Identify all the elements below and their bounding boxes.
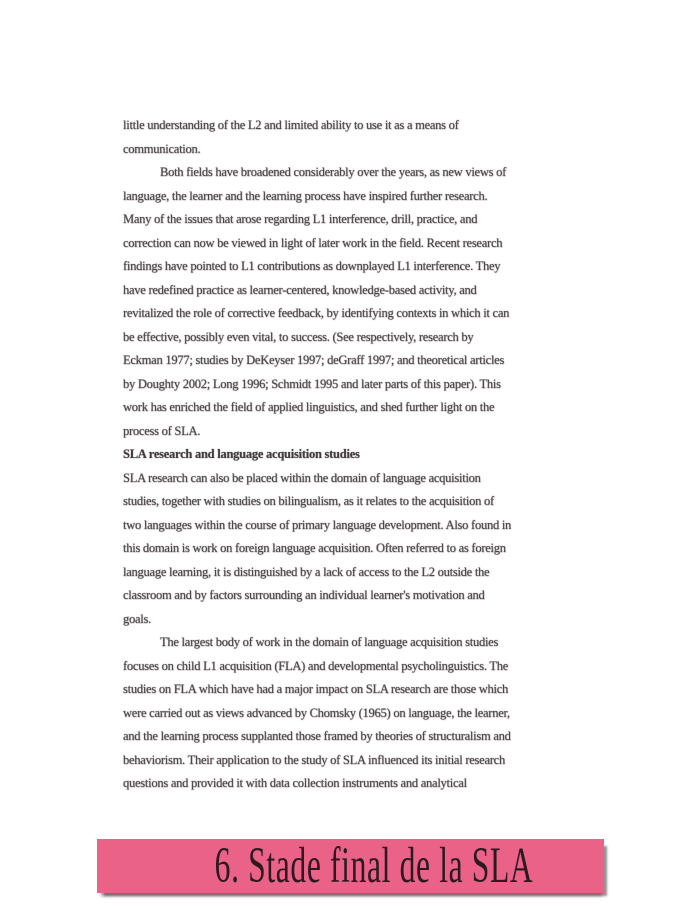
text-line: were carried out as views advanced by Chomsky (1965) on language, the learner, [123, 705, 510, 720]
text-line: this domain is work on foreign language acquisition. Often referred to as foreign [123, 541, 506, 555]
text-line: SLA research can also be placed within the domain of language acquisition [123, 470, 481, 485]
text-line: communication. [123, 141, 201, 156]
page-text [123, 114, 575, 796]
text-line: little understanding of the L2 and limited ability to use it as a means of [123, 118, 459, 132]
text-line: correction can now be viewed in light of later work in the field. Recent research [123, 235, 503, 250]
text-line: by Doughty 2002; Long 1996; Schmidt 1995 and later parts of this paper). This [123, 376, 501, 391]
text-line: questions and provided it with data collection instruments and analytical [123, 776, 467, 790]
chapter-banner [97, 839, 604, 893]
text-line: have redefined practice as learner-centered, knowledge-based activity, and [123, 282, 477, 297]
text-line: language learning, it is distinguished by a lack of access to the L2 outside the [123, 564, 490, 579]
text-line: The largest body of work in the domain of language acquisition studies [160, 635, 499, 649]
text-line: classroom and by factors surrounding an individual learner's motivation and [123, 588, 485, 602]
text-line: studies on FLA which have had a major impact on SLA research are those which [123, 682, 509, 696]
text-line: goals. [123, 611, 152, 626]
text-line: findings have pointed to L1 contributions as downplayed L1 interference. They [123, 259, 501, 273]
text-line: and the learning process supplanted those framed by theories of structuralism and [123, 729, 511, 743]
text-line: Many of the issues that arose regarding L1 interference, drill, practice, and [123, 212, 478, 226]
text-line: be effective, possibly even vital, to success. (See respectively, research by [123, 329, 474, 344]
text-line: Eckman 1977; studies by DeKeyser 1997; deGraff 1997; and theoretical articles [123, 353, 505, 367]
text-line: focuses on child L1 acquisition (FLA) and developmental psycholinguistics. The [123, 658, 509, 673]
text-line: work has enriched the field of applied linguistics, and shed further light on the [123, 400, 495, 414]
text-line: two languages within the course of primary language development. Also found in [123, 517, 512, 532]
text-line: behaviorism. Their application to the study of SLA influenced its initial research [123, 752, 505, 767]
section-heading: SLA research and language acquisition studies [123, 447, 360, 461]
text-line: revitalized the role of corrective feedback, by identifying contexts in which it can [123, 306, 510, 320]
chapter-banner-title: 6. Stade final de la SLA [215, 838, 534, 894]
text-line: studies, together with studies on bilingualism, as it relates to the acquisition of [123, 494, 494, 508]
text-line: language, the learner and the learning process have inspired further research. [123, 188, 488, 203]
text-line: Both fields have broadened considerably over the years, as new views of [160, 165, 507, 179]
text-line: process of SLA. [123, 423, 201, 438]
